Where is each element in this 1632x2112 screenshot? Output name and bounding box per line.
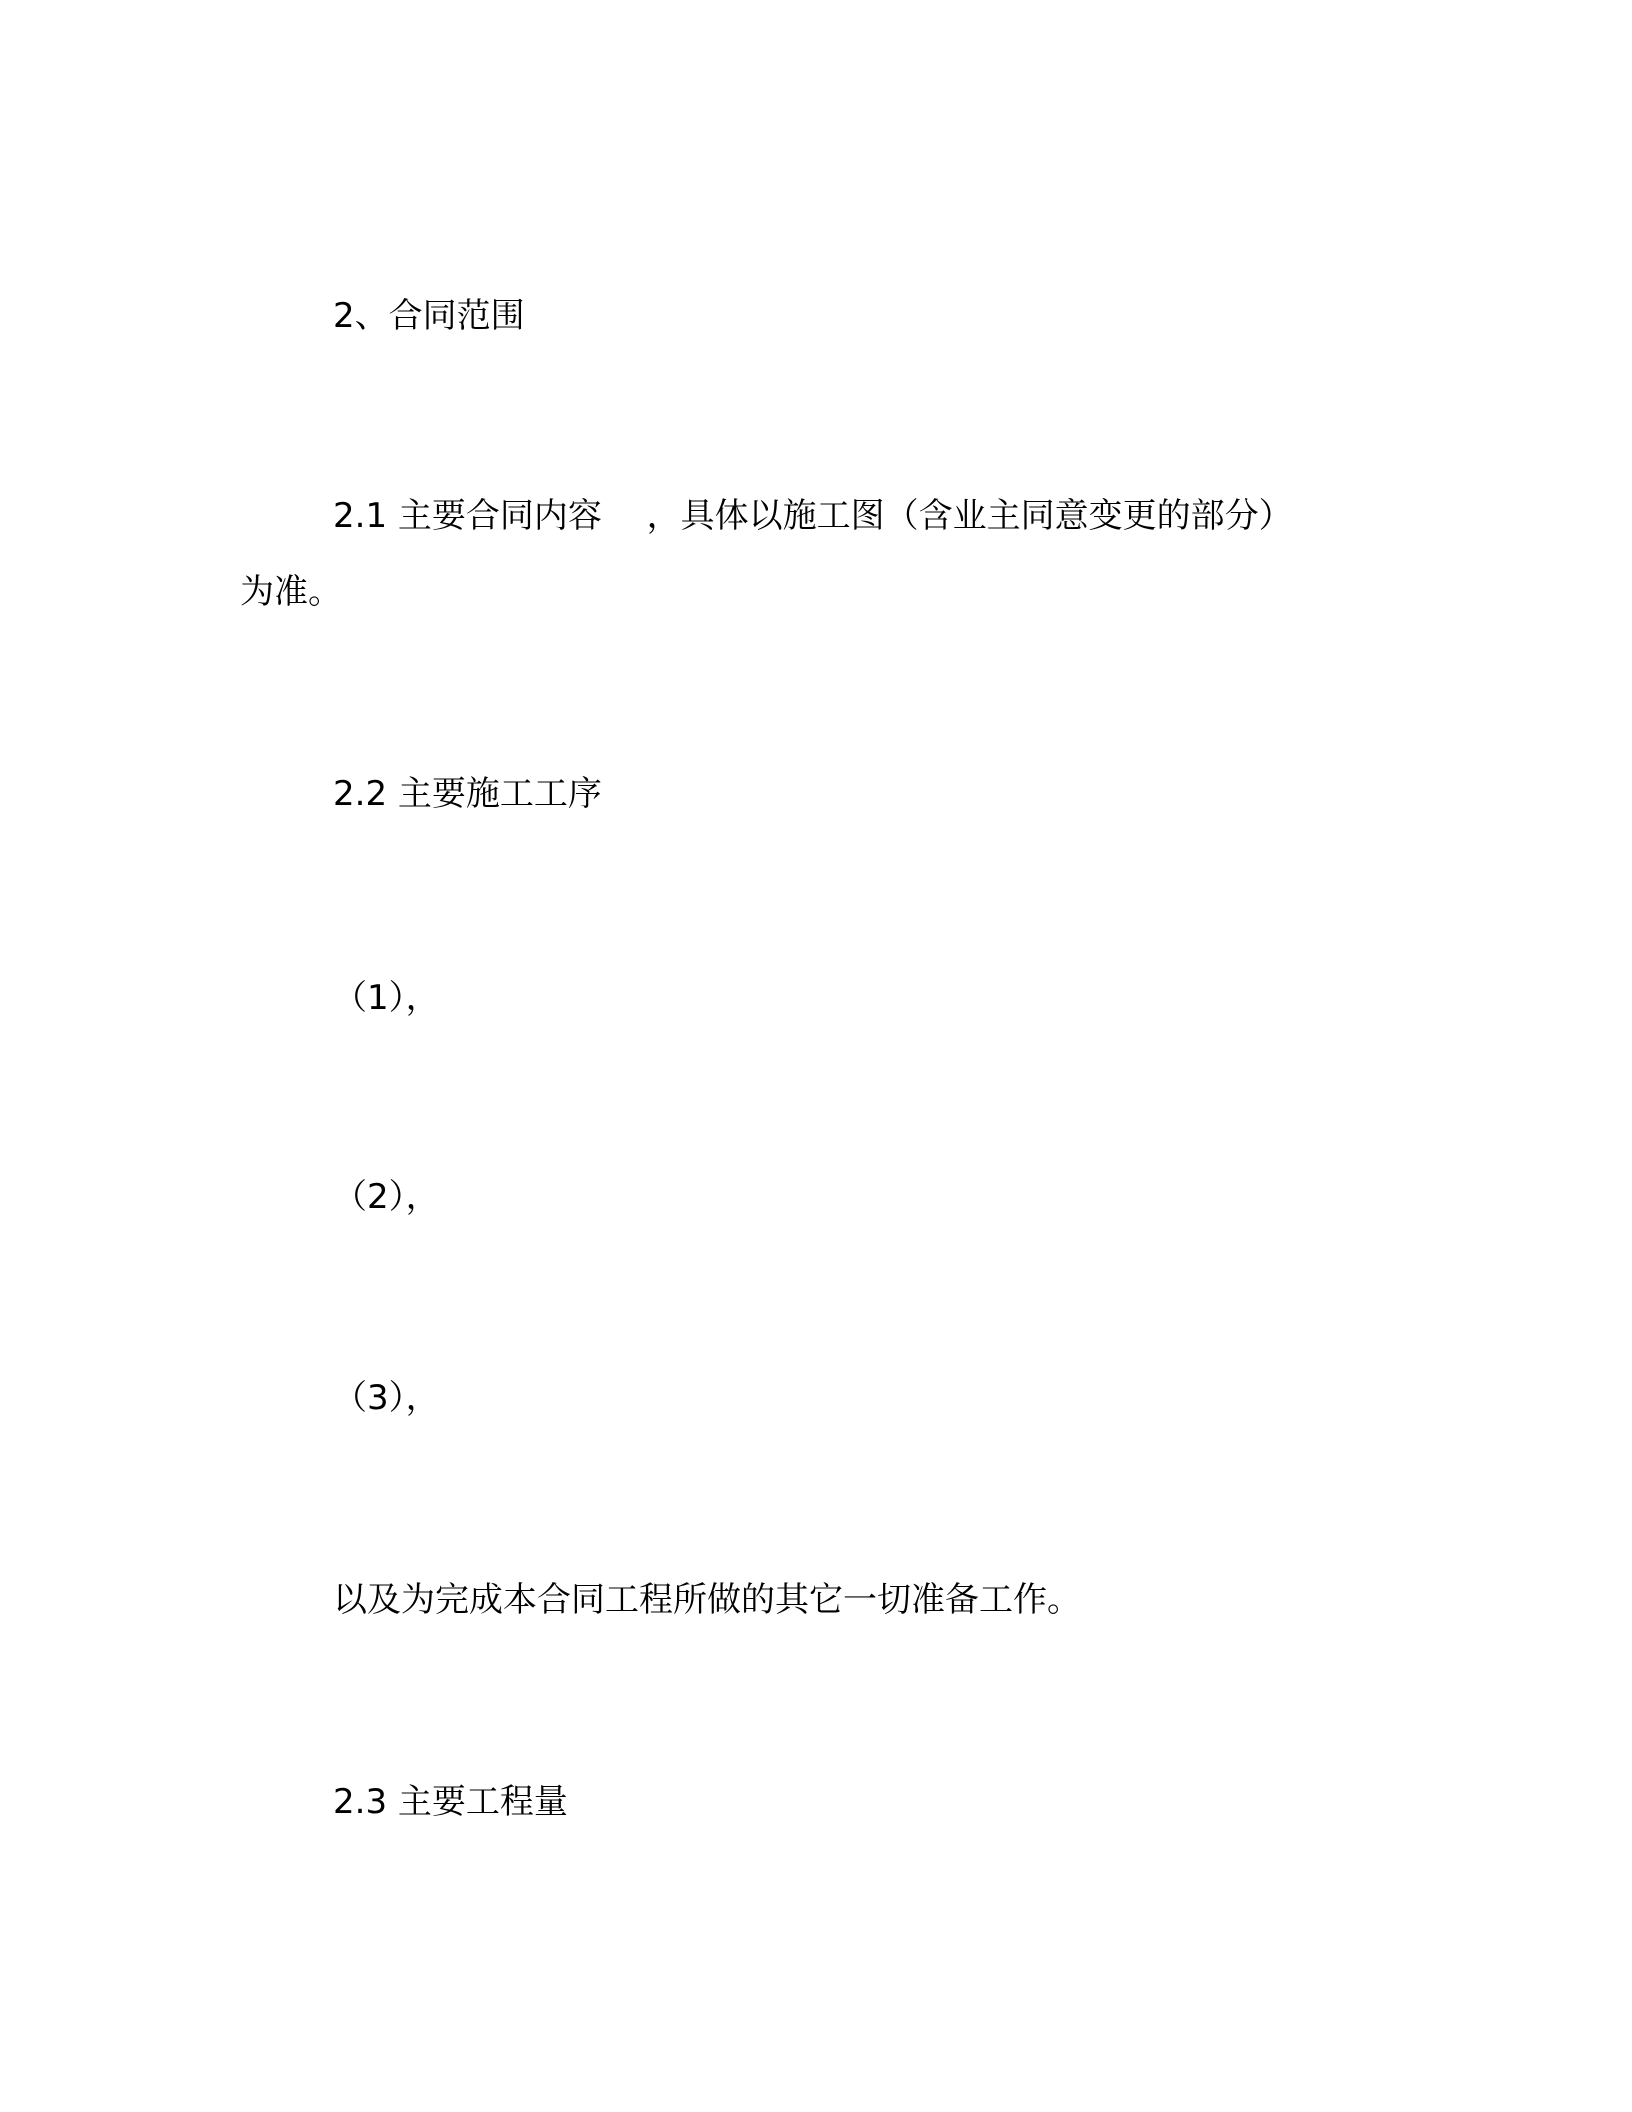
list-item-1: （1）， [333, 978, 440, 1018]
paragraph-2-1-line-1: 2.1 主要合同内容 ，具体以施工图（含业主同意变更的部分） [333, 496, 1293, 536]
paragraph-preparation: 以及为完成本合同工程所做的其它一切准备工作。 [333, 1580, 1081, 1620]
paragraph-2-1-line-2: 为准。 [240, 572, 342, 612]
paragraph-2-2: 2.2 主要施工工序 [333, 774, 602, 814]
section-title: 2、合同范围 [333, 296, 525, 336]
list-item-2: （2）， [333, 1177, 440, 1217]
list-item-3: （3）， [333, 1378, 440, 1418]
paragraph-2-3: 2.3 主要工程量 [333, 1782, 568, 1822]
